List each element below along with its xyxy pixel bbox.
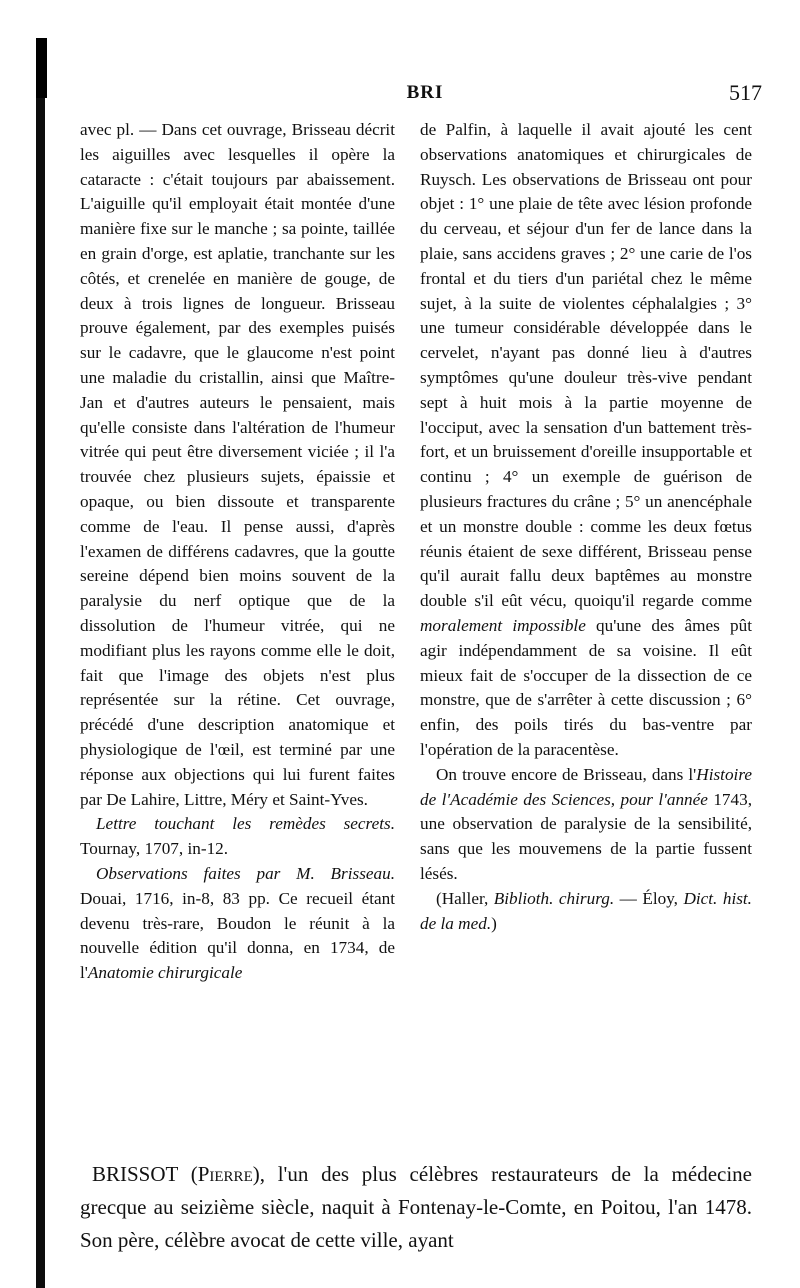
work-title-histoire: Histoire de l'Académie des Sciences, pour l'année <box>420 764 752 809</box>
work-title-observations: Observations faites par M. Brisseau. <box>96 863 395 883</box>
work-title-lettre: Lettre touchant les remèdes secrets. <box>96 814 395 834</box>
page-number: 517 <box>729 80 762 105</box>
left-paragraph-1: avec pl. — Dans cet ouvrage, Brisseau décrit les aiguilles avec lesquelles il opère la cataracte : c'était toujours par abaissement. L'aiguille qu'il employait était montée d'une manière fixe sur le manche ; sa pointe, taillée en grain d'orge, est aplatie, tranchante sur les côtés, et crenelée en manière de gouge, de deux à trois lignes de longueur. Brisseau prouve également, par des exemples puisés sur le cadavre, que le glaucome n'est point une maladie du cristallin, ainsi que Maître-Jan et d'autres auteurs le pensaient, mais qu'elle consiste dans l'altération de l'humeur vitrée qui peut être diversement viciée ; il l'a trouvée chez plusieurs sujets, épaissie et opaque, ou bien dissoute et transparente comme de l'eau. Il pense aussi, d'après l'examen de différens cadavres, que la goutte sereine dépend bien moins souvent de la paralysie du nerf optique que de la dissolution de l'humeur vitrée, qui ne modifiant plus les rayons comme elle le doit, fait que l'image des objets n'est plus représentée sur la rétine. Cet ouvrage, précédé d'une description anatomique et physiologique de l'œil, est terminé par une réponse aux objections qui lui furent faites par De Lahire, Littre, Méry et Saint-Yves. <box>80 120 395 809</box>
ref-open: (Haller, <box>436 888 494 908</box>
scan-edge-top <box>36 38 47 98</box>
entry-given-name: Pierre <box>197 1162 253 1186</box>
right-paragraph-2-b: 1743, une observation de paralysie de la sensibilité, sans que les mouvemens de la partie fussent lésés. <box>420 789 752 883</box>
left-paragraph-3-rest: Douai, 1716, in-8, 83 pp. Ce recueil étant devenu très-rare, Boudon le réunit à la nouvelle édition qu'il donna, en 1734, de l' <box>80 888 395 983</box>
right-paragraph-2 <box>420 763 752 887</box>
page-header <box>80 82 770 112</box>
right-paragraph-2-a: On trouve encore de Brisseau, dans l' <box>436 764 697 784</box>
italic-moralement: moralement impossible <box>420 615 586 635</box>
ref-eloy: Dict. hist. de la med. <box>420 888 752 933</box>
scan-edge <box>36 38 45 1288</box>
right-paragraph-3 <box>420 887 752 937</box>
right-paragraph-1-b: qu'une des âmes pût agir indépendamment de sa voisine. Il eût mieux fait de s'occuper de la dissection de ce monstre, que de s'arrêter à cette discussion ; 6° enfin, des poils tirés du bas-ventre par l'opération de la paracentèse. <box>420 615 752 759</box>
right-column <box>420 118 752 936</box>
work-title-anatomie: Anatomie chirurgicale <box>87 963 243 983</box>
entry-brissot: BRISSOT (Pierre), l'un des plus célèbres restaurateurs de la médecine grecque au seizième siècle, naquit à Fontenay-le-Comte, en Poitou, l'an 1478. Son père, célèbre avocat de cette ville, ayant <box>80 1162 752 1252</box>
ref-haller: Biblioth. chirurg. <box>493 888 615 908</box>
ref-sep: — Éloy, <box>614 888 684 908</box>
left-paragraph-2 <box>80 812 395 862</box>
left-paragraph-3 <box>80 862 395 986</box>
right-paragraph-1-a: de Palfin, à laquelle il avait ajouté les cent observations anatomiques et chirurgicales de Ruysch. Les observations de Brisseau ont pour objet : 1° une plaie de tête avec lésion profonde du cerveau, et séjour d'un fer de lance dans la plaie, sans accidens graves ; 2° une carie de l'os frontal et du tiers d'un pariétal chez le même sujet, à la suite de violentes céphalalgies ; 3° une tumeur considérable développée dans le cervelet, n'ayant pas donné lieu à d'autres symptômes qu'une douleur très-vive pendant sept à huit mois à la partie moyenne de l'occiput, avec la sensation d'un battement très-fort, et un bruissement d'oreille insupportable et continu ; 4° un exemple de guérison de plusieurs fractures du crâne ; 5° un anencéphale et un monstre double : comme les deux fœtus réunis étaient de sexe différent, Brisseau pense qu'il aurait fallu deux baptêmes au monstre double s'il eût vécu, quoiqu'il regarde comme <box>420 120 752 611</box>
ref-close: ) <box>491 913 497 933</box>
running-head: BRI <box>406 82 444 103</box>
left-paragraph-2-rest: Tournay, 1707, in-12. <box>80 839 229 859</box>
right-paragraph-1 <box>420 118 752 763</box>
left-column <box>80 118 395 986</box>
entry-name: BRISSOT <box>92 1162 178 1186</box>
entry-text: ), l'un des plus célèbres restaurateurs de la médecine grecque au seizième siècle, naquit à Fontenay-le-Comte, en Poitou, l'an 1478. Son père, célèbre avocat de cette ville, ayant <box>80 1162 752 1252</box>
